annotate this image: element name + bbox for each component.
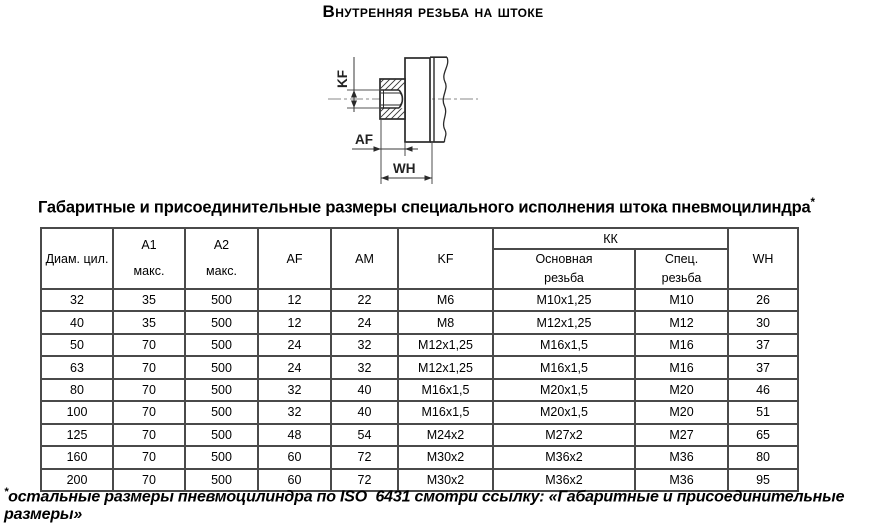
table-cell: М27 (635, 424, 728, 446)
table-cell: 22 (331, 289, 398, 311)
col-header-kk: КК (493, 228, 728, 249)
wh-label: WH (393, 161, 416, 176)
table-cell: 46 (728, 379, 798, 401)
table-cell: 40 (331, 401, 398, 423)
table-cell: 100 (41, 401, 113, 423)
table-row (41, 446, 798, 468)
table-cell: 32 (331, 334, 398, 356)
table-cell: М16х1,5 (493, 334, 635, 356)
table-cell: 35 (113, 311, 185, 333)
table-row (41, 379, 798, 401)
table-cell: 500 (185, 379, 258, 401)
table-cell: 60 (258, 446, 331, 468)
dimensions-table-wrap (40, 227, 799, 492)
dimensions-table (40, 227, 799, 492)
table-cell: 37 (728, 334, 798, 356)
table-cell: 500 (185, 311, 258, 333)
table-cell: М12х1,25 (398, 334, 493, 356)
table-cell: М20х1,5 (493, 379, 635, 401)
table-cell: М24х2 (398, 424, 493, 446)
table-cell: 65 (728, 424, 798, 446)
table-cell: 200 (41, 469, 113, 491)
col-header-wh: WH (728, 228, 798, 289)
col-header-am: AM (331, 228, 398, 289)
table-cell: 24 (331, 311, 398, 333)
table-cell: М12х1,25 (493, 311, 635, 333)
table-cell: 500 (185, 424, 258, 446)
table-cell: 70 (113, 334, 185, 356)
table-cell: М6 (398, 289, 493, 311)
table-cell: 48 (258, 424, 331, 446)
table-cell: 24 (258, 356, 331, 378)
col-header-kk-spec: Спец. резьба (635, 249, 728, 289)
table-cell: 32 (258, 401, 331, 423)
table-cell: М10 (635, 289, 728, 311)
table-cell: 500 (185, 356, 258, 378)
table-row (41, 289, 798, 311)
table-row (41, 311, 798, 333)
table-cell: 70 (113, 356, 185, 378)
table-cell: 72 (331, 446, 398, 468)
table-cell: М30х2 (398, 446, 493, 468)
col-header-af: AF (258, 228, 331, 289)
table-cell: М30х2 (398, 469, 493, 491)
table-cell: М16х1,5 (493, 356, 635, 378)
af-label: AF (355, 132, 373, 147)
table-cell: М16 (635, 356, 728, 378)
table-body (41, 289, 798, 491)
table-cell: 63 (41, 356, 113, 378)
footnote-asterisk: * (4, 486, 9, 498)
table-cell: М20 (635, 379, 728, 401)
cylinder-body (405, 57, 448, 142)
col-header-diameter: Диам. цил. (41, 228, 113, 289)
table-cell: 12 (258, 289, 331, 311)
table-cell: 60 (258, 469, 331, 491)
table-cell: 70 (113, 446, 185, 468)
table-cell: М10х1,25 (493, 289, 635, 311)
table-cell: 125 (41, 424, 113, 446)
table-cell: М20 (635, 401, 728, 423)
col-header-kk-main: Основная резьба (493, 249, 635, 289)
table-cell: 70 (113, 379, 185, 401)
table-cell: 70 (113, 401, 185, 423)
table-cell: 30 (728, 311, 798, 333)
table-cell: 500 (185, 401, 258, 423)
kf-dimension (335, 57, 379, 112)
table-cell: 500 (185, 334, 258, 356)
table-cell: 500 (185, 469, 258, 491)
table-row (41, 334, 798, 356)
table-cell: 32 (331, 356, 398, 378)
table-cell: 70 (113, 424, 185, 446)
table-cell: 32 (41, 289, 113, 311)
table-cell: 32 (258, 379, 331, 401)
table-cell: 51 (728, 401, 798, 423)
table-cell: М12 (635, 311, 728, 333)
col-header-a1: А1 макс. (113, 228, 185, 289)
table-cell: М12х1,25 (398, 356, 493, 378)
table-cell: М8 (398, 311, 493, 333)
rod-thread-drawing (320, 40, 520, 195)
table-cell: М36 (635, 469, 728, 491)
table-cell: 500 (185, 289, 258, 311)
table-cell: 40 (331, 379, 398, 401)
table-row (41, 424, 798, 446)
col-header-kf: KF (398, 228, 493, 289)
table-cell: М16х1,5 (398, 379, 493, 401)
table-cell: 40 (41, 311, 113, 333)
section-heading: Габаритные и присоединительные размеры специального исполнения штока пневмоцилиндра* (38, 197, 815, 217)
table-cell: М16 (635, 334, 728, 356)
table-cell: 80 (41, 379, 113, 401)
table-cell: 35 (113, 289, 185, 311)
table-cell: М20х1,5 (493, 401, 635, 423)
table-cell: 160 (41, 446, 113, 468)
table-cell: 500 (185, 446, 258, 468)
footnote-mark: * (810, 197, 815, 209)
kf-label: KF (335, 70, 350, 88)
table-row (41, 356, 798, 378)
table-cell: 72 (331, 469, 398, 491)
table-cell: 95 (728, 469, 798, 491)
table-cell: 50 (41, 334, 113, 356)
table-cell: 26 (728, 289, 798, 311)
footnote: *остальные размеры пневмоцилиндра по ISO 6431 смотри ссылку: «Габаритные и присоединительные размеры» (4, 486, 849, 524)
table-cell: М36х2 (493, 446, 635, 468)
table-cell: 24 (258, 334, 331, 356)
col-header-a2: А2 макс. (185, 228, 258, 289)
table-cell: 80 (728, 446, 798, 468)
break-line (443, 57, 448, 142)
table-cell: М36х2 (493, 469, 635, 491)
table-cell: 37 (728, 356, 798, 378)
table-cell: М16х1,5 (398, 401, 493, 423)
table-row (41, 401, 798, 423)
table-cell: 12 (258, 311, 331, 333)
table-cell: 70 (113, 469, 185, 491)
page-title: Внутренняя резьба на штоке (322, 2, 544, 21)
table-cell: М27х2 (493, 424, 635, 446)
table-cell: М36 (635, 446, 728, 468)
table-cell: 54 (331, 424, 398, 446)
